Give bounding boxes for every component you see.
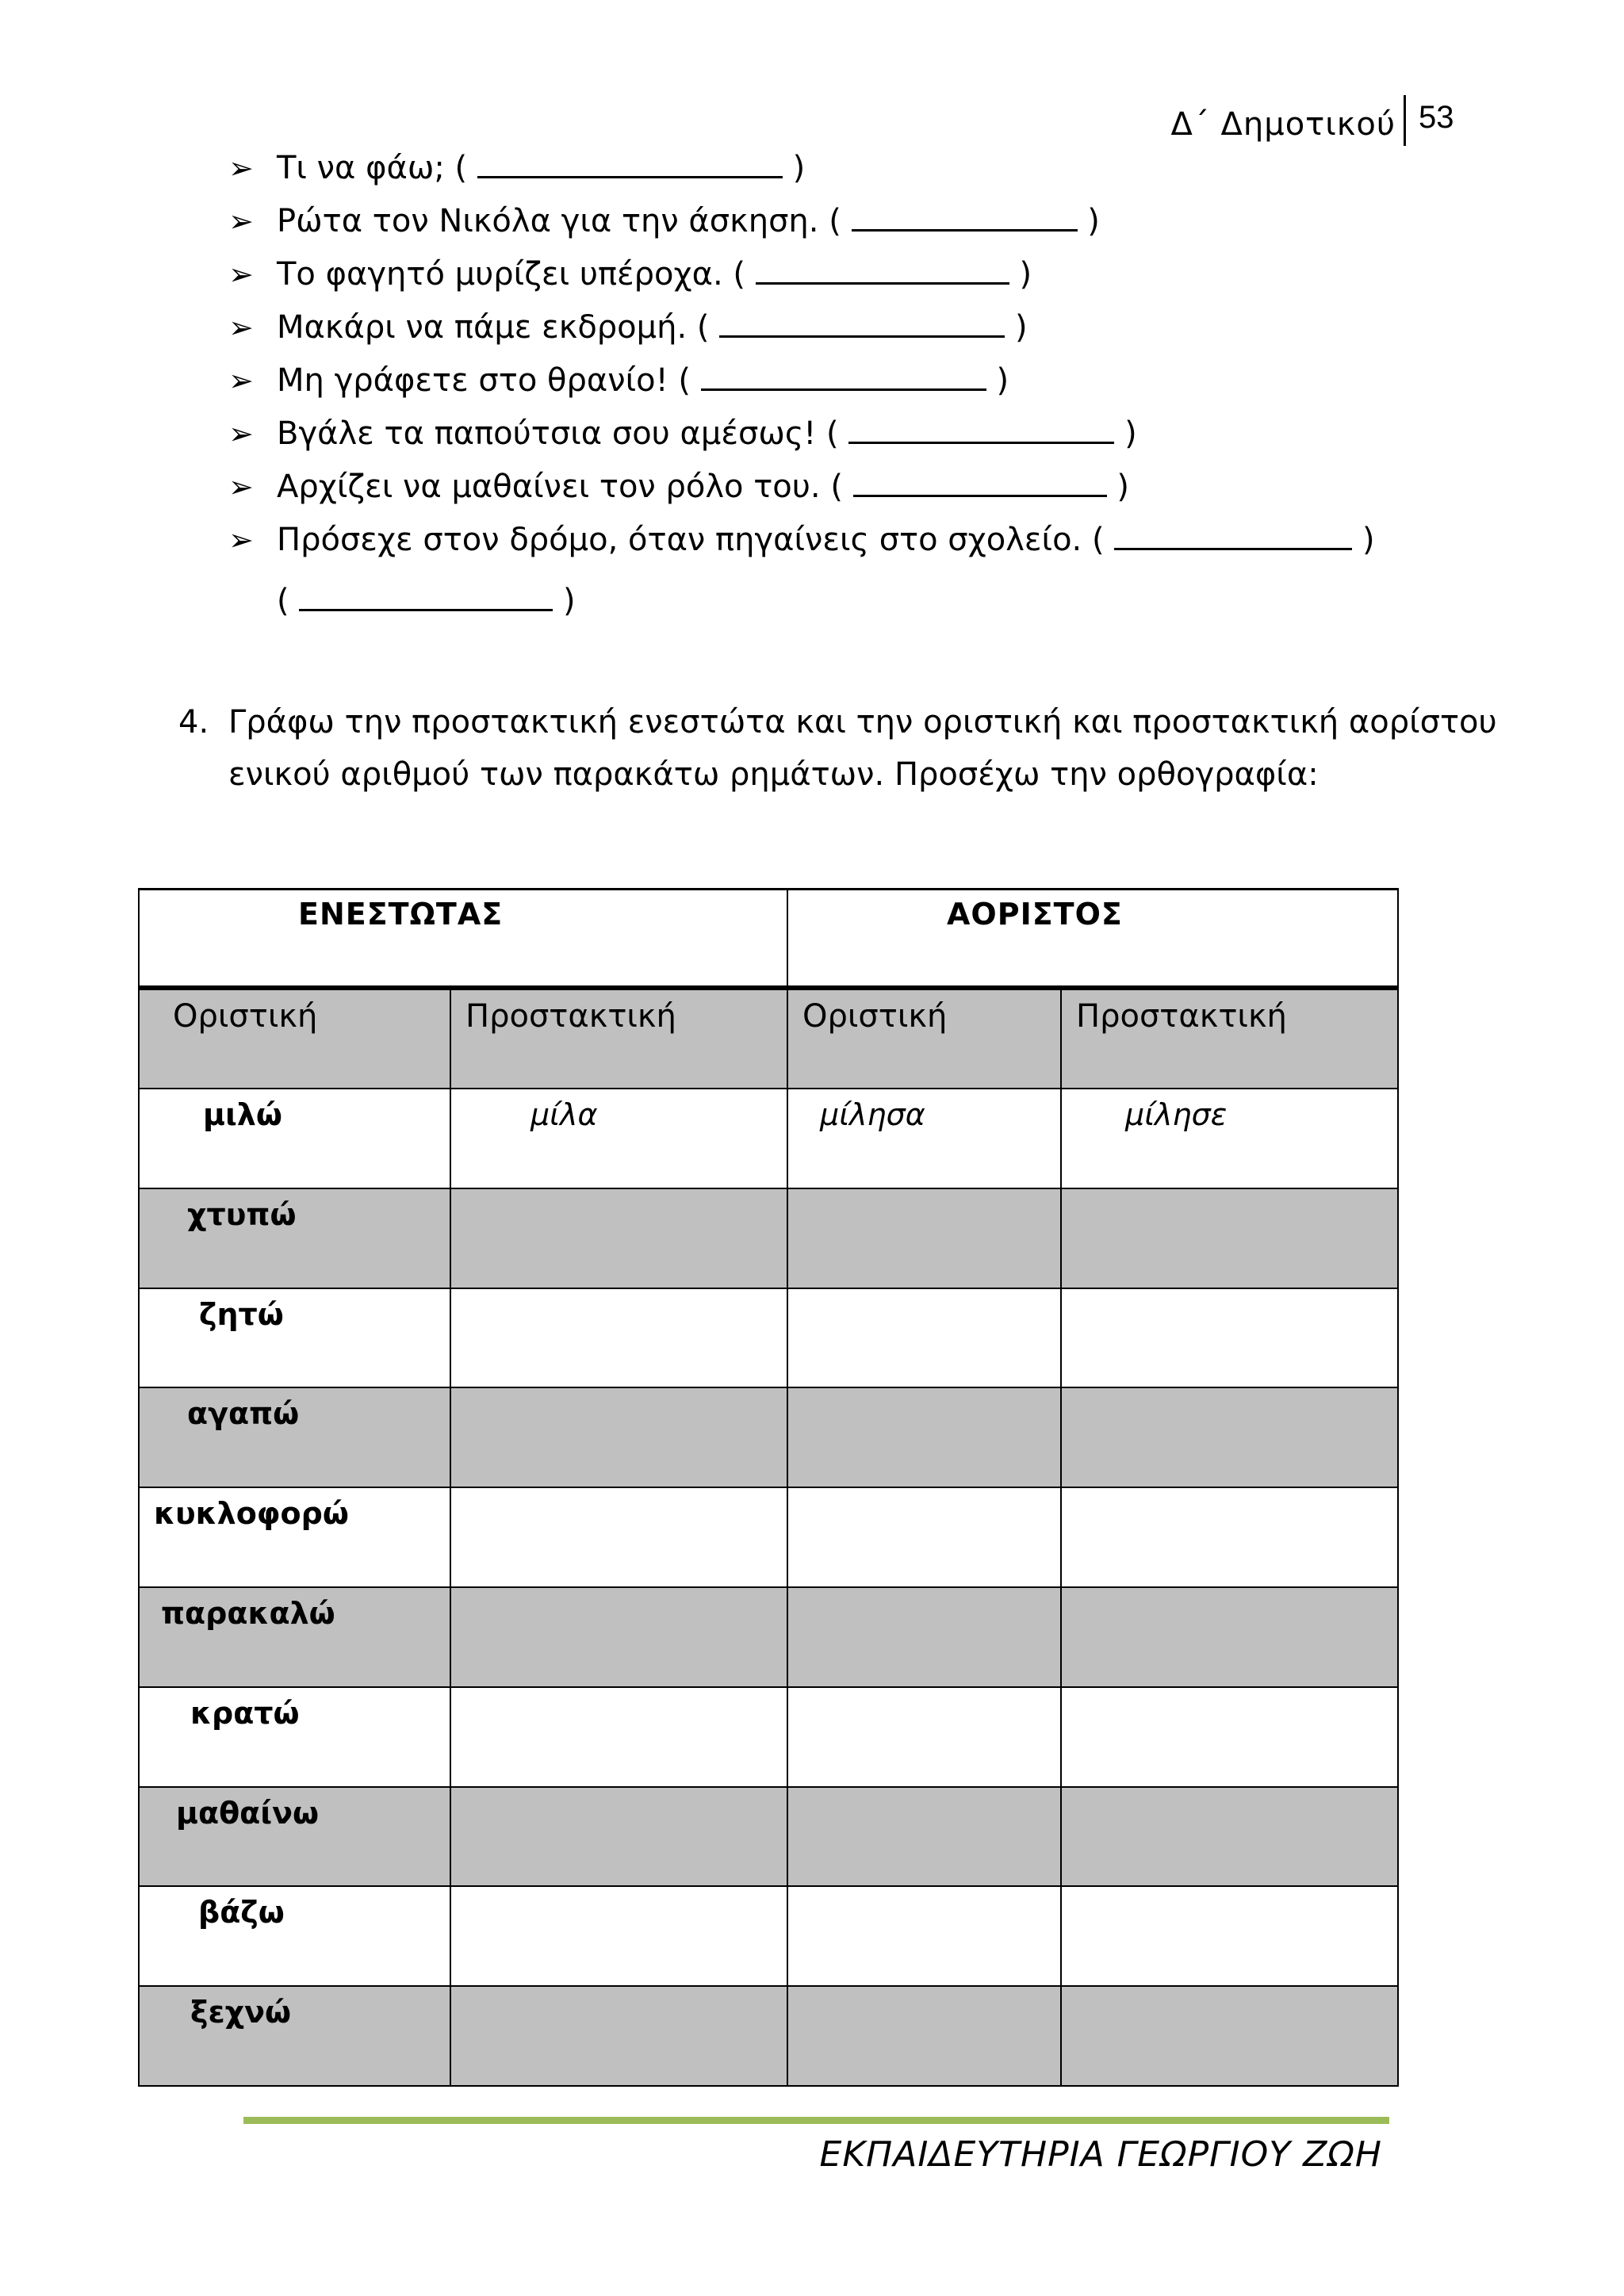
table-row xyxy=(139,1587,1398,1687)
sentence-text: Τι να φάω; ( xyxy=(277,149,468,186)
arrow-bullet-icon: ➢ xyxy=(228,362,254,398)
continuation-blank-line xyxy=(277,583,576,619)
close-paren: ) xyxy=(792,149,806,186)
answer-cell[interactable] xyxy=(450,1587,787,1687)
sentence-text: Το φαγητό μυρίζει υπέροχα. ( xyxy=(277,255,746,293)
list-item xyxy=(228,247,1418,300)
answer-cell[interactable] xyxy=(787,1687,1061,1787)
verb-conjugation-table xyxy=(138,888,1399,2087)
arrow-bullet-icon: ➢ xyxy=(228,522,254,557)
answer-blank[interactable] xyxy=(1114,541,1352,550)
arrow-bullet-icon: ➢ xyxy=(228,309,254,345)
answer-cell[interactable] xyxy=(787,1787,1061,1887)
footer-rule xyxy=(243,2117,1389,2124)
column-header: Οριστική xyxy=(139,988,450,1089)
page-number: 53 xyxy=(1419,100,1454,135)
answer-cell[interactable] xyxy=(787,1387,1061,1487)
verb-cell: κρατώ xyxy=(139,1687,450,1787)
answer-cell[interactable] xyxy=(450,1487,787,1587)
table-row xyxy=(139,1487,1398,1587)
verb-cell: μαθαίνω xyxy=(139,1787,450,1887)
table-row xyxy=(139,1986,1398,2086)
answer-cell[interactable] xyxy=(787,1587,1061,1687)
answer-cell[interactable] xyxy=(787,1986,1061,2086)
table-subheader xyxy=(139,988,1398,1089)
verb-cell: κυκλοφορώ xyxy=(139,1487,450,1587)
answer-blank[interactable] xyxy=(852,223,1078,232)
answer-cell[interactable] xyxy=(1061,1487,1398,1587)
answer-cell[interactable] xyxy=(1061,1986,1398,2086)
close-paren: ) xyxy=(1124,415,1137,452)
column-header: Προστακτική xyxy=(1061,988,1398,1089)
column-header: Οριστική xyxy=(787,988,1061,1089)
list-item xyxy=(228,141,1418,194)
column-header: Προστακτική xyxy=(450,988,787,1089)
answer-cell[interactable] xyxy=(450,1787,787,1887)
header-title: Δ΄ Δημοτικού xyxy=(1170,106,1396,143)
verb-cell: αγαπώ xyxy=(139,1387,450,1487)
arrow-bullet-icon: ➢ xyxy=(228,469,254,504)
answer-cell: μίλα xyxy=(450,1089,787,1188)
answer-blank[interactable] xyxy=(756,276,1009,285)
answer-cell[interactable] xyxy=(1061,1687,1398,1787)
group-header-present: ΕΝΕΣΤΩΤΑΣ xyxy=(139,890,787,989)
answer-cell[interactable] xyxy=(1061,1886,1398,1986)
table-row xyxy=(139,1089,1398,1188)
answer-cell: μίλησα xyxy=(787,1089,1061,1188)
arrow-bullet-icon: ➢ xyxy=(228,256,254,292)
close-paren: ) xyxy=(996,362,1009,399)
answer-cell[interactable] xyxy=(450,1687,787,1787)
answer-blank[interactable] xyxy=(701,382,986,391)
close-paren: ) xyxy=(1087,202,1100,239)
list-item xyxy=(228,513,1418,566)
answer-cell[interactable] xyxy=(1061,1288,1398,1388)
sentence-text: Μακάρι να πάμε εκδρομή. ( xyxy=(277,308,710,346)
answer-cell: μίλησε xyxy=(1061,1089,1398,1188)
table-row xyxy=(139,1787,1398,1887)
instruction-line-2: ενικού αριθμού των παρακάτω ρημάτων. Προσέχω την ορθογραφία: xyxy=(228,756,1319,793)
close-paren: ) xyxy=(1019,255,1032,293)
open-paren: ( xyxy=(277,583,289,619)
answer-cell[interactable] xyxy=(450,1387,787,1487)
arrow-bullet-icon: ➢ xyxy=(228,415,254,451)
list-item xyxy=(228,460,1418,513)
close-paren: ) xyxy=(1116,468,1129,505)
answer-cell[interactable] xyxy=(787,1487,1061,1587)
list-item xyxy=(228,300,1418,354)
table-row xyxy=(139,1687,1398,1787)
verb-cell: χτυπώ xyxy=(139,1188,450,1288)
verb-cell: μιλώ xyxy=(139,1089,450,1188)
answer-cell[interactable] xyxy=(1061,1787,1398,1887)
list-item xyxy=(228,354,1418,407)
table-row xyxy=(139,1188,1398,1288)
answer-cell[interactable] xyxy=(450,1986,787,2086)
verb-cell: βάζω xyxy=(139,1886,450,1986)
arrow-bullet-icon: ➢ xyxy=(228,150,254,186)
answer-cell[interactable] xyxy=(1061,1587,1398,1687)
instruction-line-1: Γράφω την προστακτική ενεστώτα και την οριστική και προστακτική αορίστου xyxy=(228,704,1497,740)
answer-cell[interactable] xyxy=(450,1188,787,1288)
answer-cell[interactable] xyxy=(1061,1188,1398,1288)
answer-cell[interactable] xyxy=(450,1886,787,1986)
footer-text: ΕΚΠΑΙΔΕΥΤΗΡΙΑ ΓΕΩΡΓΙΟΥ ΖΩΗ xyxy=(819,2134,1382,2175)
table-group-header xyxy=(139,890,1398,989)
close-paren: ) xyxy=(1014,308,1028,346)
answer-cell[interactable] xyxy=(787,1288,1061,1388)
answer-cell[interactable] xyxy=(787,1188,1061,1288)
list-item xyxy=(228,407,1418,460)
close-paren: ) xyxy=(563,583,576,619)
list-item xyxy=(228,194,1418,247)
arrow-bullet-icon: ➢ xyxy=(228,203,254,239)
sentence-text: Μη γράφετε στο θρανίο! ( xyxy=(277,362,691,399)
table-row xyxy=(139,1288,1398,1388)
answer-blank[interactable] xyxy=(299,603,553,611)
exercise-number: 4. xyxy=(178,704,209,740)
answer-blank[interactable] xyxy=(853,488,1107,497)
answer-cell[interactable] xyxy=(787,1886,1061,1986)
answer-blank[interactable] xyxy=(848,435,1114,444)
table-row xyxy=(139,1886,1398,1986)
sentence-text: Βγάλε τα παπούτσια σου αμέσως! ( xyxy=(277,415,839,452)
verb-cell: ζητώ xyxy=(139,1288,450,1388)
answer-cell[interactable] xyxy=(1061,1387,1398,1487)
close-paren: ) xyxy=(1362,521,1375,558)
answer-cell[interactable] xyxy=(450,1288,787,1388)
sentence-text: Αρχίζει να μαθαίνει τον ρόλο του. ( xyxy=(277,468,843,505)
verb-cell: παρακαλώ xyxy=(139,1587,450,1687)
verb-cell: ξεχνώ xyxy=(139,1986,450,2086)
answer-blank[interactable] xyxy=(719,329,1005,338)
table-row xyxy=(139,1387,1398,1487)
group-header-aorist: ΑΟΡΙΣΤΟΣ xyxy=(787,890,1398,989)
exercise-3-list xyxy=(228,141,1418,566)
answer-blank[interactable] xyxy=(477,170,783,178)
sentence-text: Πρόσεχε στον δρόμο, όταν πηγαίνεις στο σχολείο. ( xyxy=(277,521,1105,558)
header-separator xyxy=(1404,95,1406,146)
sentence-text: Ρώτα τον Νικόλα για την άσκηση. ( xyxy=(277,202,841,239)
